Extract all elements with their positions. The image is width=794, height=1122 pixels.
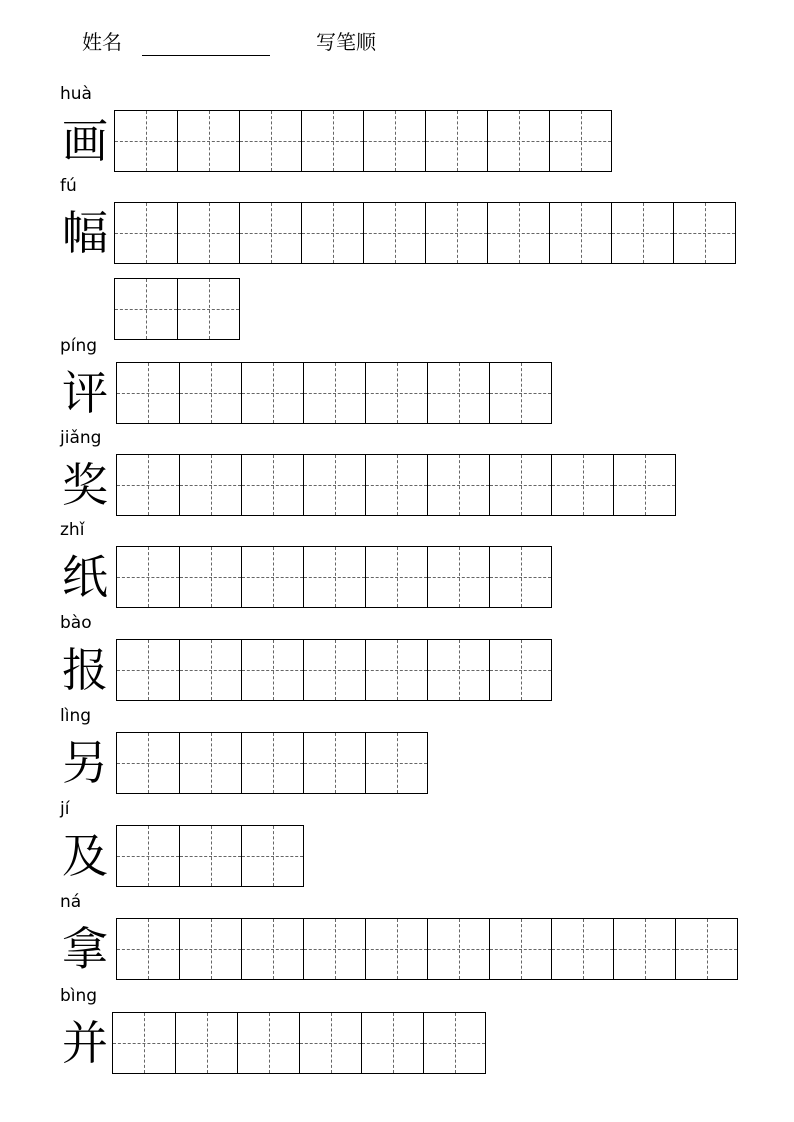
writing-box[interactable] [115, 111, 177, 171]
writing-box[interactable] [175, 1013, 237, 1073]
writing-box[interactable] [427, 455, 489, 515]
writing-box[interactable] [551, 455, 613, 515]
model-character: 及 [62, 829, 108, 883]
writing-box[interactable] [673, 203, 735, 263]
writing-box[interactable] [613, 455, 675, 515]
writing-box[interactable] [303, 455, 365, 515]
writing-box[interactable] [489, 547, 551, 607]
writing-box[interactable] [241, 455, 303, 515]
writing-box[interactable] [487, 111, 549, 171]
writing-grid [114, 110, 612, 172]
model-character: 并 [62, 1016, 108, 1070]
pinyin-label: lìng [60, 706, 92, 726]
writing-box[interactable] [177, 279, 239, 339]
writing-box[interactable] [427, 547, 489, 607]
writing-box[interactable] [489, 919, 551, 979]
writing-box[interactable] [611, 203, 673, 263]
model-character: 画 [62, 114, 108, 168]
writing-grid [116, 546, 552, 608]
writing-box[interactable] [303, 640, 365, 700]
model-character: 幅 [62, 206, 108, 260]
writing-box[interactable] [549, 203, 611, 263]
writing-box[interactable] [301, 111, 363, 171]
worksheet-header [82, 28, 482, 58]
writing-box[interactable] [303, 363, 365, 423]
writing-grid [116, 454, 676, 516]
writing-box[interactable] [303, 547, 365, 607]
writing-box[interactable] [179, 455, 241, 515]
writing-box[interactable] [365, 363, 427, 423]
writing-box[interactable] [365, 547, 427, 607]
worksheet-title: 写笔顺 [316, 30, 376, 54]
model-character: 纸 [62, 550, 108, 604]
writing-box[interactable] [301, 203, 363, 263]
pinyin-label: píng [60, 336, 98, 356]
writing-box[interactable] [303, 733, 365, 793]
writing-box[interactable] [117, 363, 179, 423]
writing-box[interactable] [239, 111, 301, 171]
writing-box[interactable] [365, 640, 427, 700]
pinyin-label: zhǐ [60, 520, 85, 540]
writing-box[interactable] [365, 733, 427, 793]
model-character: 另 [62, 736, 108, 790]
writing-grid [114, 202, 736, 264]
writing-grid [116, 918, 738, 980]
writing-box[interactable] [237, 1013, 299, 1073]
writing-box[interactable] [177, 203, 239, 263]
writing-box[interactable] [489, 455, 551, 515]
writing-box[interactable] [177, 111, 239, 171]
writing-box[interactable] [179, 363, 241, 423]
writing-box[interactable] [241, 640, 303, 700]
writing-grid [116, 362, 552, 424]
writing-box[interactable] [549, 111, 611, 171]
writing-box[interactable] [117, 640, 179, 700]
writing-grid [116, 639, 552, 701]
writing-box[interactable] [115, 279, 177, 339]
name-label: 姓名 [82, 30, 122, 54]
writing-grid [116, 732, 428, 794]
writing-box[interactable] [365, 919, 427, 979]
writing-box[interactable] [427, 640, 489, 700]
writing-box[interactable] [117, 826, 179, 886]
writing-box[interactable] [363, 111, 425, 171]
writing-box[interactable] [241, 733, 303, 793]
writing-box[interactable] [303, 919, 365, 979]
model-character: 拿 [62, 922, 108, 976]
writing-box[interactable] [117, 455, 179, 515]
writing-box[interactable] [241, 919, 303, 979]
writing-box[interactable] [489, 363, 551, 423]
writing-box[interactable] [241, 826, 303, 886]
writing-box[interactable] [179, 547, 241, 607]
writing-box[interactable] [427, 363, 489, 423]
writing-box[interactable] [487, 203, 549, 263]
pinyin-label: huà [60, 84, 92, 104]
writing-box[interactable] [675, 919, 737, 979]
pinyin-label: bào [60, 613, 92, 633]
writing-box[interactable] [117, 733, 179, 793]
writing-grid [112, 1012, 486, 1074]
writing-box[interactable] [239, 203, 301, 263]
name-write-line[interactable] [142, 55, 270, 56]
writing-box[interactable] [423, 1013, 485, 1073]
writing-box[interactable] [299, 1013, 361, 1073]
writing-box[interactable] [361, 1013, 423, 1073]
model-character: 评 [62, 366, 108, 420]
writing-box[interactable] [363, 203, 425, 263]
pinyin-label: bìng [60, 986, 98, 1006]
writing-box[interactable] [489, 640, 551, 700]
writing-box[interactable] [179, 826, 241, 886]
writing-box[interactable] [365, 455, 427, 515]
writing-box[interactable] [427, 919, 489, 979]
pinyin-label: jí [60, 799, 70, 819]
model-character: 报 [62, 643, 108, 697]
pinyin-label: ná [60, 892, 82, 912]
model-character: 奖 [62, 458, 108, 512]
writing-box[interactable] [241, 363, 303, 423]
pinyin-label: jiǎng [60, 428, 102, 448]
writing-box[interactable] [179, 640, 241, 700]
writing-box[interactable] [115, 203, 177, 263]
pinyin-label: fú [60, 176, 77, 196]
writing-box[interactable] [117, 547, 179, 607]
writing-box[interactable] [117, 919, 179, 979]
writing-box[interactable] [425, 203, 487, 263]
writing-box[interactable] [241, 547, 303, 607]
writing-box[interactable] [613, 919, 675, 979]
writing-box[interactable] [425, 111, 487, 171]
writing-grid [116, 825, 304, 887]
writing-box[interactable] [179, 919, 241, 979]
writing-box[interactable] [551, 919, 613, 979]
writing-grid-continuation [114, 278, 240, 340]
writing-box[interactable] [113, 1013, 175, 1073]
writing-box[interactable] [179, 733, 241, 793]
